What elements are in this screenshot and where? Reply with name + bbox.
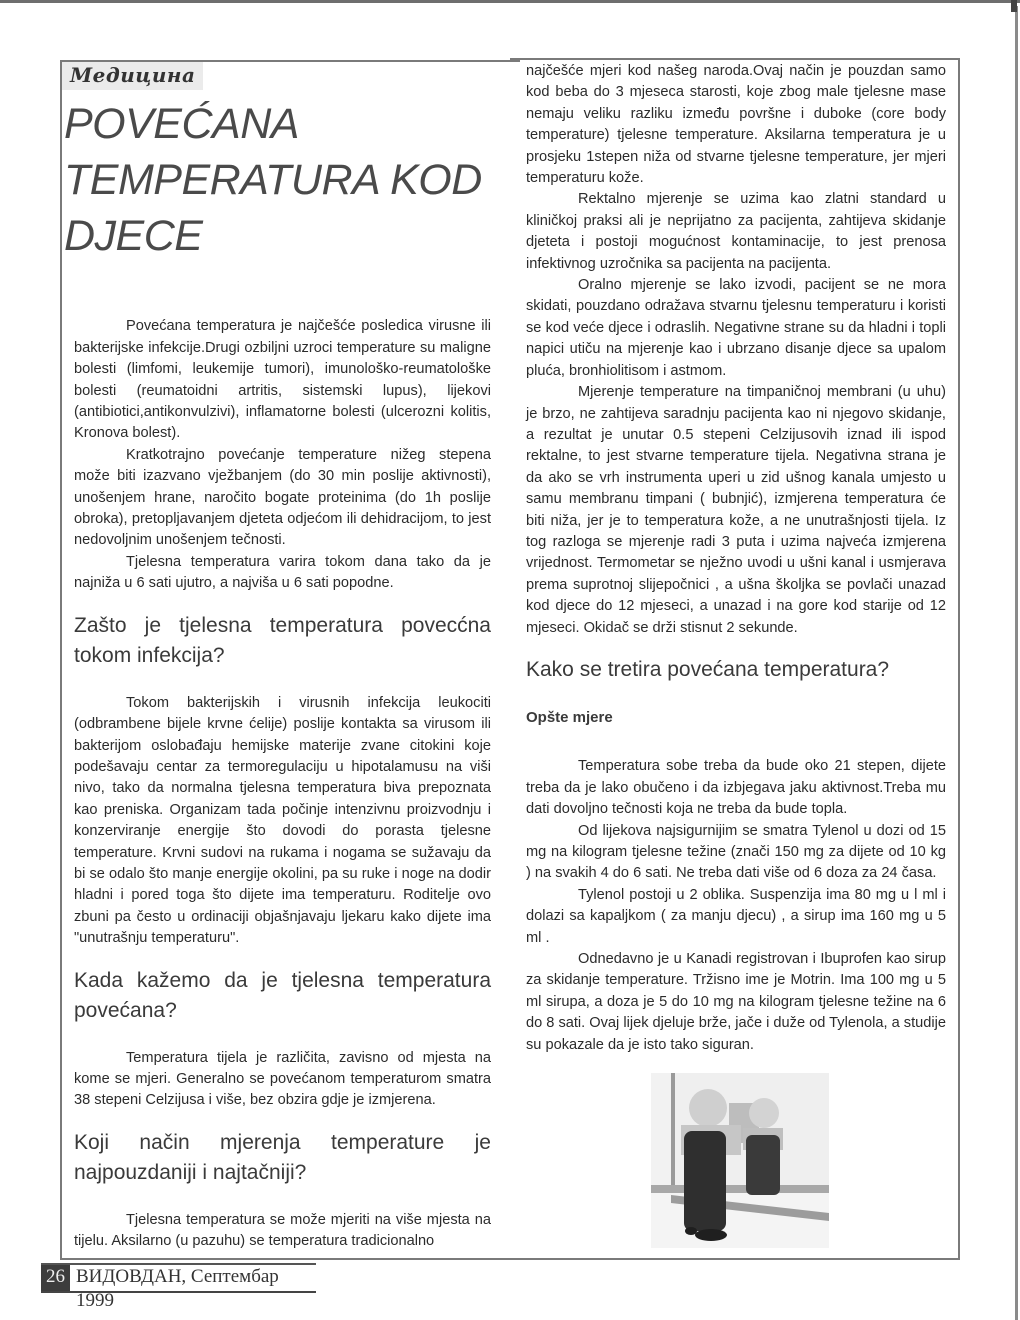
paragraph: Temperatura tijela je različita, zavisno od mjesta na kome se mjeri. Generalno se povećanom temperaturom smatra 38 stepeni Celzijusa i više, bez obzira gdje je izmjerena.	[74, 1049, 491, 1109]
publication-name: ВИДОВДАН, Септембар 1999	[76, 1266, 279, 1311]
section-heading: Koji način mjerenja temperature je najpouzdaniji i najtačniji?	[74, 1130, 491, 1184]
title-line: TEMPERATURA KOD	[64, 156, 482, 205]
paragraph: Tokom bakterijskih i virusnih infekcija leukociti (odbrambene bijele krvne ćelije) poslije kontakta sa virusom ili bakterijom oslobađaju hemijske materije zvane citokini koje podešavaju centar za termoregulaciju u hipotalamusu na viši nivo, tako da normalna tjelesna temperatura biva prepoznata kao preniska. Organizam tada počinje intenzivnu proizvodnju i konzerviranje energije što dovodi do porasta tjelesne temperature. Krvni sudovi na rukama i nogama se sužavaju da bi se odalo što manje energije okolini, pa su ruke i noge na dodir hladni i pored toga što dijete ima temperaturu. Roditelje ovo zbuni pa često u ordinaciji objašnjavaju ljekaru kako dijete ima "unutrašnju temperaturu".	[74, 694, 491, 947]
section-heading: Kada kažemo da je tjelesna temperatura povećana?	[74, 968, 491, 1022]
paragraph: Odnedavno je u Kanadi registrovan i Ibuprofen kao sirup za skidanje temperature. Tržisno ime je Motrin. Ima 100 mg u 5 ml sirupa, a doza je 5 do 10 mg na kilogram tjelesne težine na 6 do 8 sati. Ovaj lijek djeluje brže, jače i duže od Tylenola, a studije su pokazale da je isto tako siguran.	[526, 951, 946, 1053]
scan-edge-corner	[1011, 0, 1017, 12]
right-column	[526, 61, 946, 1056]
paragraph: Kratkotrajno povećanje temperature nižeg stepena može biti izazvano vježbanjem (do 30 min poslije aktivnosti), unošenjem hrane, naročito bogate proteinima (do 1h poslije obroka), pretopljavanjem djeteta odjećom ili dehidracijom, to jest nedovoljnim unošenjem tečnosti.	[74, 446, 491, 549]
section-heading: Zašto je tjelesna temperatura povecćna tokom infekcija?	[74, 613, 491, 667]
paragraph: Mjerenje temperature na timpaničnoj membrani (u uhu) je brzo, ne zahtijeva saradnju pacijenta kao ni njegovo skidanje, a rezultat je unutar 0.5 stepeni Celzijusovih iznad ili ispod rektalne, to jest stvarne temperature tijela. Negativna strana je da ako se vrh instrumenta uperi u zid ušnog kanala umjesto u samu membranu timpani ( bubnjić), izmjerena temperatura će biti niža, jer je to temperatura kože, a ne unutrašnjosti tijela. Iz tog razloga se mjerenje radi 3 puta i uzima najveća izmjerena vrijednost. Termometar se nježno uvodi u ušni kanal i usmjerava prema suprotnoj slijepočnici , a ušna školjka se povlači unazad kod djece do 12 mjeseci, a unazad i na gore kod starije od 12 mjeseci. Okidač se drži stisnut 2 sekunde.	[526, 384, 946, 636]
subsection-heading: Opšte mjere	[526, 708, 613, 726]
paragraph: Tjelesna temperatura varira tokom dana tako da je najniža u 6 sati ujutro, a najviša u 6 sati popodne.	[74, 553, 491, 592]
article-title	[64, 96, 491, 264]
title-line: DJECE	[64, 212, 203, 261]
scan-edge-top	[0, 0, 1020, 3]
paragraph: Oralno mjerenje se lako izvodi, pacijent se ne mora skidati, pouzdano odražava stvarnu tjelesnu temperaturu i koristi se kod veće djece i odraslih. Negativne strane su da hladni i topli napici utiču na mjerenje kao i ubrzano disanje djece sa upalom pluća, bronhiolitisom i astmom.	[526, 277, 946, 379]
section-rubric: Медицина	[62, 62, 203, 90]
page-number: 26	[41, 1265, 70, 1291]
page-footer	[41, 1263, 316, 1311]
scan-edge-right	[1015, 6, 1018, 1320]
paragraph: Temperatura sobe treba da bude oko 21 stepen, dijete treba da je lako obučeno i da izbjegava jaku aktivnost.Treba mu dati dovoljno tečnosti koja ne treba da bude topla.	[526, 758, 946, 818]
paragraph: Od lijekova najsigurnijim se smatra Tylenol u dozi od 15 mg na kilogram tjelesne težine (znači 150 mg za dijete od 10 kg ) na svakih 4 do 6 sati. Ne treba dati više od 6 doza za 24 časa.	[526, 822, 946, 882]
paragraph: Tjelesna temperatura se može mjeriti na više mjesta na tijelu. Aksilarno (u pazuhu) se temperatura tradicionalno	[74, 1211, 491, 1250]
left-column	[64, 62, 491, 1253]
paragraph: Tylenol postoji u 2 oblika. Suspenzija ima 80 mg u l ml i dolazi sa kapaljkom ( za manju djecu) , a sirup ima 160 mg u 5 ml .	[526, 886, 946, 946]
photo-illustration	[651, 1073, 829, 1248]
title-spacer	[74, 264, 491, 316]
paragraph: Povećana temperatura je najčešće posledica virusne ili bakterijske infekcije.Drugi ozbiljni uzroci temperature su maligne bolesti (limfomi, leukemije tumori), imunološko-reumatološke bolesti (reumatoidni artritis, sistemski lupus), lijekovi (antibiotici,antikonvulzivi), inflamatorne bolesti (ulcerozni kolitis, Kronova bolest).	[74, 318, 491, 442]
toddler-mirror-photo	[651, 1073, 829, 1248]
paragraph-continuation: najčešće mjeri kod našeg naroda.Ovaj način je pouzdan samo kod beba do 3 mjeseca starosti, koje zbog male tjelesne mase nemaju veliku razliku između površne i duboke (core body temperature) tjelesne temperature. Aksilarna temperatura je u prosjeku 1stepen niža od stvarne tjelesne temperature, jer mjeri temperaturu kože.	[526, 63, 946, 187]
paragraph: Rektalno mjerenje se uzima kao zlatni standard u kliničkoj praksi ali je neprijatno za pacijenta, zahtijeva skidanje djeteta i postoji mogućnost kontaminacije, to jest prenosa infektivnog uzročnika sa pacijenta na pacijenta.	[526, 191, 946, 272]
section-heading: Kako se tretira povećana temperatura?	[526, 657, 890, 681]
title-line: POVEĆANA	[64, 100, 299, 149]
